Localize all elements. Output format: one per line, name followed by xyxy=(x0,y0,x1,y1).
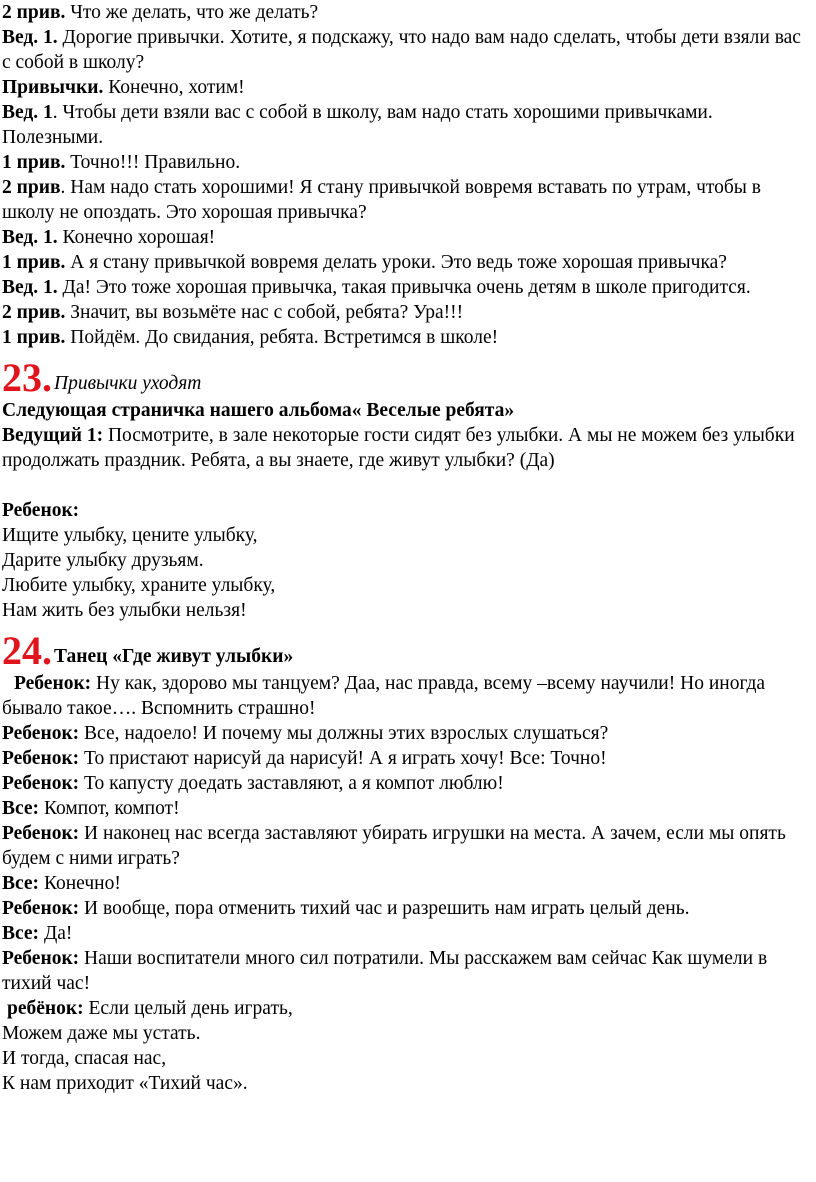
dialogue-line xyxy=(2,896,808,921)
album-line-text: Следующая страничка нашего альбома« Веселые ребята» xyxy=(2,400,515,421)
dialogue-line xyxy=(2,771,808,796)
dialogue-line xyxy=(2,671,808,721)
poem-line: Ищите улыбку, цените улыбку, xyxy=(2,525,258,546)
line-text: . Нам надо стать хорошими! Я стану привычкой вовремя вставать по утрам, чтобы в школу не опоздать. Это хорошая привычка? xyxy=(2,177,761,223)
album-line xyxy=(2,398,808,423)
spacer xyxy=(2,473,808,498)
dialogue-block-1 xyxy=(2,0,808,350)
line-text: И вообще, пора отменить тихий час и разрешить нам играть целый день. xyxy=(79,898,690,919)
section-number: 23. xyxy=(2,355,52,400)
speaker: Ребенок: xyxy=(2,723,80,744)
poem-line: К нам приходит «Тихий час». xyxy=(2,1073,248,1094)
document-page xyxy=(2,0,808,1096)
host-line xyxy=(2,423,808,473)
line-text: Что же делать, что же делать? xyxy=(65,2,319,23)
line-text: Дорогие привычки. Хотите, я подскажу, что надо вам надо сделать, чтобы дети взяли вас с собой в школу? xyxy=(2,27,801,73)
poem-block xyxy=(2,523,808,623)
speaker: Ребенок: xyxy=(2,748,80,769)
speaker: Все: xyxy=(2,923,40,944)
dialogue-line xyxy=(2,300,808,325)
speaker: Ребенок: xyxy=(2,773,80,794)
line-text: И наконец нас всегда заставляют убирать игрушки на места. А зачем, если мы опять будем с ними играть? xyxy=(2,823,786,869)
dialogue-line xyxy=(2,946,808,996)
section-number: 24. xyxy=(2,628,52,673)
dialogue-line xyxy=(2,746,808,771)
line-text: Компот, компот! xyxy=(39,798,180,819)
dialogue-line xyxy=(2,250,808,275)
line-text: Наши воспитатели много сил потратили. Мы расскажем вам сейчас Как шумели в тихий час! xyxy=(2,948,768,994)
dialogue-line xyxy=(2,150,808,175)
dialogue-line xyxy=(2,0,808,25)
speaker: Вед. 1. xyxy=(2,277,58,298)
line-text: То пристают нарисуй да нарисуй! А я играть хочу! Все: Точно! xyxy=(79,748,607,769)
poem-line: Можем даже мы устать. xyxy=(2,1023,201,1044)
line-text: Конечно, хотим! xyxy=(103,77,245,98)
poem-line: Нам жить без улыбки нельзя! xyxy=(2,600,247,621)
section-title: Привычки уходят xyxy=(54,373,202,394)
speaker: Вед. 1 xyxy=(2,102,53,123)
poem-line: Дарите улыбку друзьям. xyxy=(2,550,204,571)
speaker: Вед. 1. xyxy=(2,227,58,248)
speaker: 2 прив. xyxy=(2,302,66,323)
speaker: 2 прив xyxy=(2,177,61,198)
poem-line: Любите улыбку, храните улыбку, xyxy=(2,575,276,596)
speaker: 1 прив. xyxy=(2,252,66,273)
dialogue-line xyxy=(2,25,808,75)
dialogue-line xyxy=(2,75,808,100)
dialogue-line xyxy=(2,721,808,746)
dialogue-line xyxy=(2,325,808,350)
line-text: Если целый день играть, xyxy=(83,998,293,1019)
line-text: Конечно! xyxy=(39,873,121,894)
line-text: Ну как, здорово мы танцуем? Даа, нас правда, всему –всему научили! Но иногда бывало такое…. Вспомнить страшно! xyxy=(2,673,766,719)
speaker: Привычки. xyxy=(2,77,104,98)
dialogue-line xyxy=(2,275,808,300)
line-text: Точно!!! Правильно. xyxy=(65,152,241,173)
speaker: Ребенок: xyxy=(2,500,80,521)
poem-block xyxy=(2,1021,808,1096)
poem-line: И тогда, спасая нас, xyxy=(2,1048,167,1069)
speaker: Вед. 1. xyxy=(2,27,58,48)
dialogue-line xyxy=(2,100,808,150)
line-text: . Чтобы дети взяли вас с собой в школу, вам надо стать хорошими привычками. Полезными. xyxy=(2,102,713,148)
dialogue-line xyxy=(2,175,808,225)
line-text: Все, надоело! И почему мы должны этих взрослых слушаться? xyxy=(79,723,609,744)
section-title: Танец «Где живут улыбки» xyxy=(54,646,294,667)
section-heading-23 xyxy=(2,354,808,398)
speaker: Ребенок: xyxy=(2,948,80,969)
speaker: Все: xyxy=(2,798,40,819)
line-text: Да! xyxy=(39,923,73,944)
speaker: ребёнок: xyxy=(7,998,84,1019)
line-text: Пойдём. До свидания, ребята. Встретимся в школе! xyxy=(65,327,499,348)
section-heading-24 xyxy=(2,627,808,671)
speaker: 1 прив. xyxy=(2,327,66,348)
dialogue-block-2 xyxy=(2,671,808,1021)
speaker: Ребенок: xyxy=(2,823,80,844)
speaker: Все: xyxy=(2,873,40,894)
speaker: 2 прив. xyxy=(2,2,66,23)
dialogue-line xyxy=(2,796,808,821)
line-text: Да! Это тоже хорошая привычка, такая привычка очень детям в школе пригодится. xyxy=(57,277,751,298)
line-text: То капусту доедать заставляют, а я компот люблю! xyxy=(79,773,504,794)
line-text: Посмотрите, в зале некоторые гости сидят без улыбки. А мы не можем без улыбки продолжать праздник. Ребята, а вы знаете, где живут улыбки? (Да) xyxy=(2,425,795,471)
child-label-line xyxy=(2,498,808,523)
speaker: 1 прив. xyxy=(2,152,66,173)
dialogue-line xyxy=(2,921,808,946)
line-text: А я стану привычкой вовремя делать уроки. Это ведь тоже хорошая привычка? xyxy=(65,252,727,273)
line-text: Конечно хорошая! xyxy=(57,227,216,248)
speaker: Ведущий 1: xyxy=(2,425,104,446)
speaker: Ребенок: xyxy=(2,898,80,919)
dialogue-line xyxy=(2,996,808,1021)
line-text: Значит, вы возьмёте нас с собой, ребята? Ура!!! xyxy=(65,302,464,323)
dialogue-line xyxy=(2,821,808,871)
dialogue-line xyxy=(2,871,808,896)
speaker: Ребенок: xyxy=(14,673,92,694)
dialogue-line xyxy=(2,225,808,250)
